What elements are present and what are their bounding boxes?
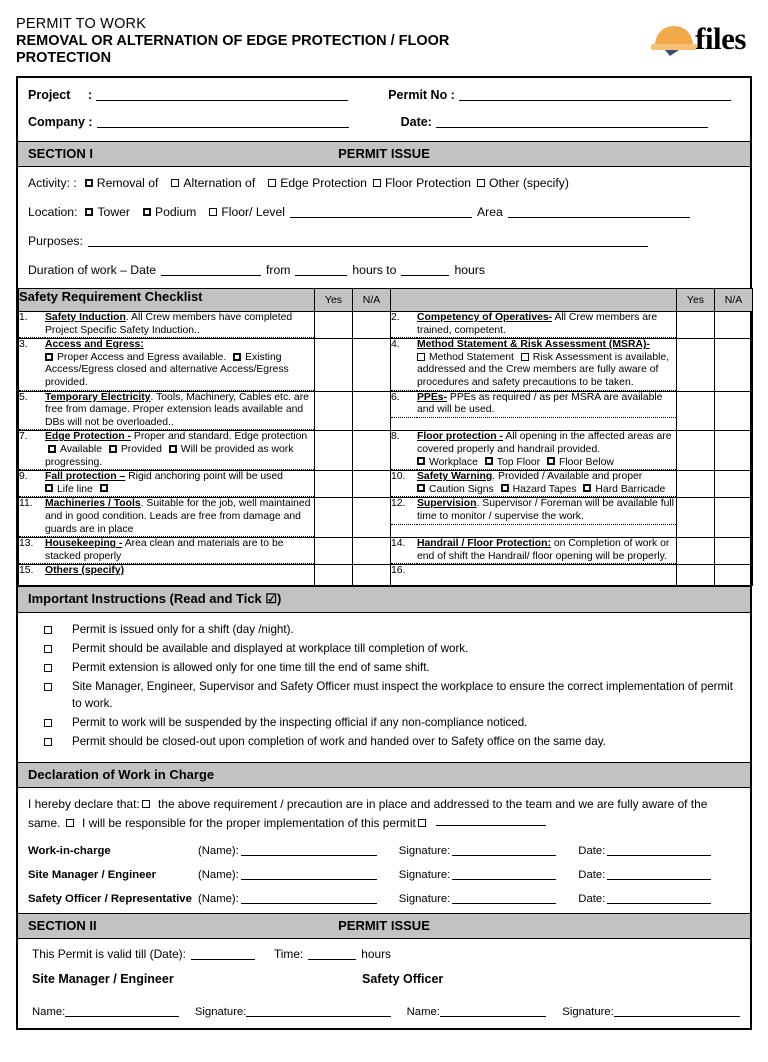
item-15-na[interactable] (353, 565, 391, 586)
checklist-title: Safety Requirement Checklist (19, 289, 315, 312)
instruction-text: Permit should be available and displayed at workplace till completion of work. (72, 642, 469, 656)
safety-officer-signature-input[interactable] (452, 892, 556, 904)
item-8-yes[interactable] (677, 431, 715, 471)
signature-row-site-manager (28, 868, 740, 881)
company-input[interactable] (97, 116, 349, 128)
item-12-yes[interactable] (677, 498, 715, 538)
item-text: . Suitable for the job, well maintained and in good condition. Leads are free from damage and guards are in place (45, 498, 311, 535)
item-4-option-1: Method Statement (429, 351, 514, 363)
item-7-na[interactable] (353, 431, 391, 471)
permit-validity-row (32, 947, 740, 961)
date-input[interactable] (436, 116, 708, 128)
checklist-item-13 (19, 538, 315, 565)
item-6-na[interactable] (715, 391, 753, 431)
instruction-text: Permit is issued only for a shift (day /night). (72, 623, 294, 637)
activity-option-edge-protection[interactable] (268, 176, 367, 190)
section-1-label: SECTION I (28, 146, 94, 161)
checkbox-icon[interactable] (233, 353, 241, 361)
instruction-text: Permit should be closed-out upon completion of work and handed over to Safety office on the same day. (72, 734, 606, 748)
item-14-na[interactable] (715, 538, 753, 565)
work-in-charge-signature-input[interactable] (452, 844, 556, 856)
safety-officer-date-input[interactable] (607, 892, 711, 904)
item-12-na[interactable] (715, 498, 753, 538)
valid-till-time-input[interactable] (308, 948, 356, 960)
checklist-item-10 (391, 471, 677, 498)
checkbox-icon[interactable] (45, 484, 53, 492)
checklist-col-yes-right: Yes (677, 289, 715, 312)
checkbox-icon[interactable] (66, 819, 74, 827)
signature-row-work-in-charge (28, 844, 740, 857)
checklist-item-1 (19, 312, 315, 339)
item-number: 4. (391, 339, 417, 390)
location-option-podium-label: Podium (154, 205, 197, 219)
duration-from-label: from (266, 263, 291, 277)
site-manager-date-input[interactable] (607, 868, 711, 880)
item-5-yes[interactable] (315, 391, 353, 431)
item-text: All Crew members are trained, competent. (417, 312, 658, 336)
item-number: 7. (19, 431, 45, 469)
item-number: 1. (19, 312, 45, 338)
safety-officer-name-input[interactable] (241, 892, 377, 904)
signature-label: Signature: (398, 892, 451, 905)
checklist-item-8 (391, 431, 677, 471)
item-2-na[interactable] (715, 312, 753, 339)
checkbox-icon[interactable] (417, 457, 425, 465)
instruction-text: Permit extension is allowed only for one time till the end of same shift. (72, 661, 430, 675)
checklist-item-12 (391, 498, 677, 538)
name-label: (Name): (198, 868, 239, 881)
table-row (19, 391, 753, 431)
checklist-item-4 (391, 339, 677, 391)
item-7-option-2: Provided (120, 443, 162, 455)
document-header (16, 14, 752, 76)
checkbox-icon[interactable] (521, 353, 529, 361)
checklist-item-3 (19, 339, 315, 391)
company-date-row (28, 115, 740, 129)
checklist-item-6 (391, 391, 677, 431)
checkbox-icon[interactable] (109, 445, 117, 453)
site-manager-signature-input[interactable] (452, 868, 556, 880)
safety-officer-signature-input-2[interactable] (614, 1005, 740, 1017)
duration-hours-to-label: hours to (352, 263, 397, 277)
declaration-title: Declaration of Work in Charge (28, 766, 215, 782)
declaration-body (18, 788, 750, 913)
section-2-title-left: Site Manager / Engineer (32, 971, 174, 986)
item-title: PPEs- (417, 391, 448, 403)
safety-requirement-checklist-table (18, 288, 753, 586)
item-title: Temporary Electricity (45, 391, 151, 403)
site-manager-name-input-2[interactable] (65, 1005, 179, 1017)
item-3-yes[interactable] (315, 339, 353, 391)
checklist-item-5 (19, 391, 315, 431)
item-text: Area clean and materials are to be stacked properly (45, 538, 284, 562)
section-1-bar (18, 141, 750, 167)
location-option-tower[interactable] (85, 205, 130, 219)
item-text: . Supervisor / Foreman will be available full time to monitor / supervise the work. (417, 498, 674, 522)
purposes-input[interactable] (88, 235, 648, 247)
list-item[interactable] (44, 622, 740, 639)
floor-level-input[interactable] (290, 206, 472, 218)
declaration-clause-2: I will be responsible for the proper implementation of this permit (78, 815, 416, 830)
item-number: 10. (391, 471, 417, 497)
item-10-option-3: Hard Barricade (595, 483, 666, 495)
item-title: Fall protection – (45, 471, 126, 483)
item-14-yes[interactable] (677, 538, 715, 565)
item-text: PPEs as required / as per MSRA are available and will be used. (417, 391, 663, 416)
company-label: Company : (28, 115, 93, 129)
activity-option-floor-protection[interactable] (373, 176, 471, 190)
declaration-lead: I hereby declare that: (28, 796, 140, 811)
item-number: 16. (391, 565, 406, 577)
item-11-yes[interactable] (315, 498, 353, 538)
section-2-title-right: Safety Officer (362, 971, 444, 986)
item-number: 14. (391, 538, 417, 564)
section-1-fields (18, 167, 750, 288)
duration-from-input[interactable] (295, 264, 347, 276)
item-3-na[interactable] (353, 339, 391, 391)
item-text: . Tools, Machinery, Cables etc. are free from damage. Proper extension leads available and DBs will not be overloaded.. (45, 391, 309, 428)
item-title: Safety Induction (45, 312, 126, 323)
area-input[interactable] (508, 206, 690, 218)
checkbox-icon[interactable] (85, 179, 93, 187)
item-text: on Completion of work or end of shift the Handrail/ floor opening will be properly. (417, 538, 670, 562)
form-frame (16, 76, 752, 1030)
signature-label: Signature: (194, 1005, 247, 1018)
item-4-option-2: Risk Assessment (532, 351, 612, 363)
item-title: Access and Egress: (45, 339, 144, 351)
checkbox-icon[interactable] (100, 484, 108, 492)
site-manager-signature-input-2[interactable] (246, 1005, 390, 1017)
activity-row (28, 176, 740, 190)
work-in-charge-date-input[interactable] (607, 844, 711, 856)
location-option-floor-level[interactable] (209, 205, 285, 219)
item-6-yes[interactable] (677, 391, 715, 431)
item-number: 6. (391, 392, 417, 418)
item-text: Proper and standard. Edge protection (131, 431, 308, 443)
time-label: Time: (273, 946, 304, 961)
item-number: 8. (391, 431, 417, 469)
date-label: Date: (578, 844, 606, 857)
item-title: Others (specify) (45, 565, 125, 577)
location-label: Location: (28, 205, 78, 219)
item-10-yes[interactable] (677, 471, 715, 498)
item-9-yes[interactable] (315, 471, 353, 498)
activity-option-removal-label: Removal of (96, 176, 159, 190)
checkbox-icon[interactable] (143, 208, 151, 216)
checkbox-icon[interactable] (417, 353, 425, 361)
table-row (19, 312, 753, 339)
item-number: 12. (391, 498, 417, 524)
checkbox-icon[interactable] (209, 208, 217, 216)
instructions-list (44, 622, 740, 750)
item-13-yes[interactable] (315, 538, 353, 565)
section-2-role-titles (32, 972, 740, 986)
project-permit-row (28, 88, 740, 102)
item-title: Machineries / Tools (45, 498, 141, 510)
section-2-body (18, 939, 750, 1028)
date-label: Date: (400, 115, 432, 129)
instruction-text: Site Manager, Engineer, Supervisor and Safety Officer must inspect the workplace to ensure the correct implementation of permit to work. (72, 680, 733, 710)
checkbox-icon[interactable] (142, 800, 150, 808)
item-16-yes[interactable] (677, 565, 715, 586)
item-4-yes[interactable] (677, 339, 715, 391)
section-2-signature-row (32, 1005, 740, 1018)
checkbox-icon[interactable] (44, 664, 52, 672)
declaration-paragraph (28, 795, 740, 833)
activity-label: Activity: : (28, 176, 77, 190)
table-row (19, 339, 753, 391)
duration-hours-label: hours (454, 263, 485, 277)
item-13-na[interactable] (353, 538, 391, 565)
name-label: Name: (406, 1005, 440, 1018)
project-colon: : (88, 88, 93, 102)
purposes-label: Purposes: (28, 234, 83, 248)
date-label: Date: (578, 868, 606, 881)
valid-till-date-input[interactable] (191, 948, 255, 960)
item-8-option-1: Workplace (429, 456, 478, 468)
checklist-body (19, 312, 753, 586)
activity-option-alternation-label: Alternation of (183, 176, 256, 190)
activity-option-floor-protection-label: Floor Protection (384, 176, 471, 190)
logo-wordmark: files (695, 20, 746, 56)
list-item[interactable] (44, 715, 740, 732)
location-row (28, 205, 740, 219)
item-title: Method Statement & Risk Assessment (MSRA)- (417, 339, 650, 351)
item-number: 15. (19, 565, 34, 577)
brand-logo (649, 14, 752, 56)
table-row (19, 431, 753, 471)
item-number: 11. (19, 498, 45, 536)
signature-label: Signature: (398, 868, 451, 881)
item-7-option-1: Available (60, 443, 102, 455)
site-manager-name-input[interactable] (241, 868, 377, 880)
item-11-na[interactable] (353, 498, 391, 538)
checkbox-icon[interactable] (485, 457, 493, 465)
table-row (19, 538, 753, 565)
important-instructions-body (18, 613, 750, 762)
duration-row (28, 263, 740, 277)
important-instructions-bar (18, 586, 750, 613)
activity-option-removal[interactable] (85, 176, 159, 190)
list-item[interactable] (44, 641, 740, 658)
item-8-option-3: Floor Below (559, 456, 614, 468)
item-8-na[interactable] (715, 431, 753, 471)
checkbox-icon[interactable] (44, 719, 52, 727)
item-3-option-1: Proper Access and Egress available. (57, 351, 227, 363)
checkbox-icon[interactable] (417, 484, 425, 492)
declaration-clause-1: the above requirement / precaution are in place and addressed to the team and we are fully aware of the same. (28, 796, 708, 830)
checklist-item-16 (391, 565, 677, 586)
item-10-na[interactable] (715, 471, 753, 498)
signature-row-safety-officer (28, 892, 740, 905)
project-input[interactable] (96, 89, 348, 101)
checkbox-icon[interactable] (477, 179, 485, 187)
checkbox-icon[interactable] (48, 445, 56, 453)
item-2-yes[interactable] (677, 312, 715, 339)
item-title: Edge Protection - (45, 431, 132, 443)
duration-date-input[interactable] (161, 264, 261, 276)
hard-hat-icon (649, 20, 699, 56)
section-2-bar (18, 913, 750, 939)
hours-label: hours (361, 946, 391, 961)
checkbox-icon[interactable] (268, 179, 276, 187)
table-row (19, 498, 753, 538)
duration-label: Duration of work – Date (28, 263, 157, 277)
role-label: Site Manager / Engineer (28, 868, 157, 881)
signature-label: Signature: (398, 844, 451, 857)
checkbox-icon[interactable] (169, 445, 177, 453)
item-10-option-1: Caution Signs (429, 483, 494, 495)
item-title: Safety Warning (417, 471, 493, 483)
item-title: Supervision (417, 498, 477, 510)
table-row (19, 471, 753, 498)
item-9-option-1: Life line (57, 483, 93, 495)
checkbox-icon[interactable] (44, 738, 52, 746)
item-4-tail: is available, addressed and the Crew members are fully aware of procedures and safety precautions to be taken. (417, 351, 670, 388)
checkbox-icon[interactable] (44, 683, 52, 691)
checklist-col-na-left: N/A (353, 289, 391, 312)
location-option-podium[interactable] (143, 205, 196, 219)
section-2-title: PERMIT ISSUE (338, 917, 430, 933)
checkbox-icon[interactable] (547, 457, 555, 465)
permit-no-input[interactable] (459, 89, 731, 101)
activity-option-edge-protection-label: Edge Protection (280, 176, 367, 190)
item-1-na[interactable] (353, 312, 391, 339)
checkbox-icon[interactable] (501, 484, 509, 492)
section-1-title: PERMIT ISSUE (338, 146, 430, 161)
name-label: (Name): (198, 892, 239, 905)
name-label: (Name): (198, 844, 239, 857)
item-title: Handrail / Floor Protection: (417, 538, 551, 550)
item-15-yes[interactable] (315, 565, 353, 586)
checklist-col-na-right: N/A (715, 289, 753, 312)
checkbox-icon[interactable] (44, 626, 52, 634)
safety-officer-name-input-2[interactable] (440, 1005, 546, 1017)
item-5-na[interactable] (353, 391, 391, 431)
checklist-item-15 (19, 565, 315, 586)
item-number: 3. (19, 339, 45, 390)
work-in-charge-name-input[interactable] (241, 844, 377, 856)
item-number: 2. (391, 312, 417, 338)
checklist-col-yes-left: Yes (315, 289, 353, 312)
checklist-item-14 (391, 538, 677, 565)
item-text: All opening in the affected areas are covered properly and handrail provided. (417, 431, 672, 455)
item-3-option-2: Existing Access/Egress closed and alternative Access/Egress provided. (45, 351, 289, 388)
checkbox-icon[interactable] (583, 484, 591, 492)
document-kicker: PERMIT TO WORK (16, 16, 147, 32)
section-2-label: SECTION II (28, 917, 97, 933)
checkbox-icon[interactable] (45, 353, 53, 361)
item-number: 9. (19, 471, 45, 497)
item-7-option-3: Will be provided as work progressing. (45, 443, 294, 468)
important-instructions-title: Important Instructions (Read and Tick ☑) (28, 591, 282, 607)
identification-block (18, 78, 750, 141)
instruction-text: Permit to work will be suspended by the inspecting official if any non-compliance noticed. (72, 715, 528, 729)
item-number: 5. (19, 392, 45, 430)
table-row (19, 565, 753, 586)
item-title: Housekeeping - (45, 538, 123, 550)
checklist-header-row (19, 289, 753, 312)
declaration-extra-input[interactable] (436, 814, 546, 826)
checklist-item-2 (391, 312, 677, 339)
item-title: Floor protection - (417, 431, 504, 443)
list-item[interactable] (44, 660, 740, 677)
checkbox-icon[interactable] (44, 645, 52, 653)
checklist-item-11 (19, 498, 315, 538)
permit-no-label: Permit No : (388, 88, 455, 102)
item-4-na[interactable] (715, 339, 753, 391)
item-text: . Provided / Available and proper (492, 471, 643, 483)
name-label: Name: (32, 1005, 66, 1018)
area-label: Area (477, 205, 503, 219)
document-title: REMOVAL OR ALTERNATION OF EDGE PROTECTION / FLOOR PROTECTION (16, 33, 450, 66)
checkbox-icon[interactable] (85, 208, 93, 216)
item-1-yes[interactable] (315, 312, 353, 339)
checklist-item-7 (19, 431, 315, 471)
item-number: 13. (19, 538, 45, 564)
item-9-na[interactable] (353, 471, 391, 498)
valid-till-label: This Permit is valid till (Date): (32, 946, 186, 961)
location-option-tower-label: Tower (97, 205, 130, 219)
header-text-block (16, 14, 536, 67)
activity-option-other[interactable] (477, 176, 569, 190)
declaration-bar (18, 762, 750, 788)
list-item[interactable] (44, 679, 740, 712)
checklist-item-9 (19, 471, 315, 498)
list-item[interactable] (44, 734, 740, 751)
purposes-row (28, 234, 740, 248)
date-label: Date: (578, 892, 606, 905)
location-option-floor-level-label: Floor/ Level (221, 205, 285, 219)
item-10-option-2: Hazard Tapes (512, 483, 577, 495)
checkbox-icon[interactable] (373, 179, 381, 187)
item-text: . All Crew members have completed Project Specific Safety Induction.. (45, 312, 293, 336)
activity-option-alternation[interactable] (171, 176, 255, 190)
item-title: Competency of Operatives- (417, 312, 553, 323)
item-7-yes[interactable] (315, 431, 353, 471)
project-label: Project (28, 88, 71, 102)
role-label: Work-in-charge (28, 844, 111, 857)
duration-to-input[interactable] (401, 264, 449, 276)
item-16-na[interactable] (715, 565, 753, 586)
checkbox-icon[interactable] (418, 819, 426, 827)
checkbox-icon[interactable] (171, 179, 179, 187)
role-label: Safety Officer / Representative (28, 892, 192, 905)
checklist-title-right (391, 289, 677, 312)
signature-label: Signature: (562, 1005, 614, 1018)
item-text: Rigid anchoring point will be used (125, 471, 283, 483)
activity-option-other-label: Other (specify) (489, 176, 569, 190)
item-8-option-2: Top Floor (496, 456, 541, 468)
